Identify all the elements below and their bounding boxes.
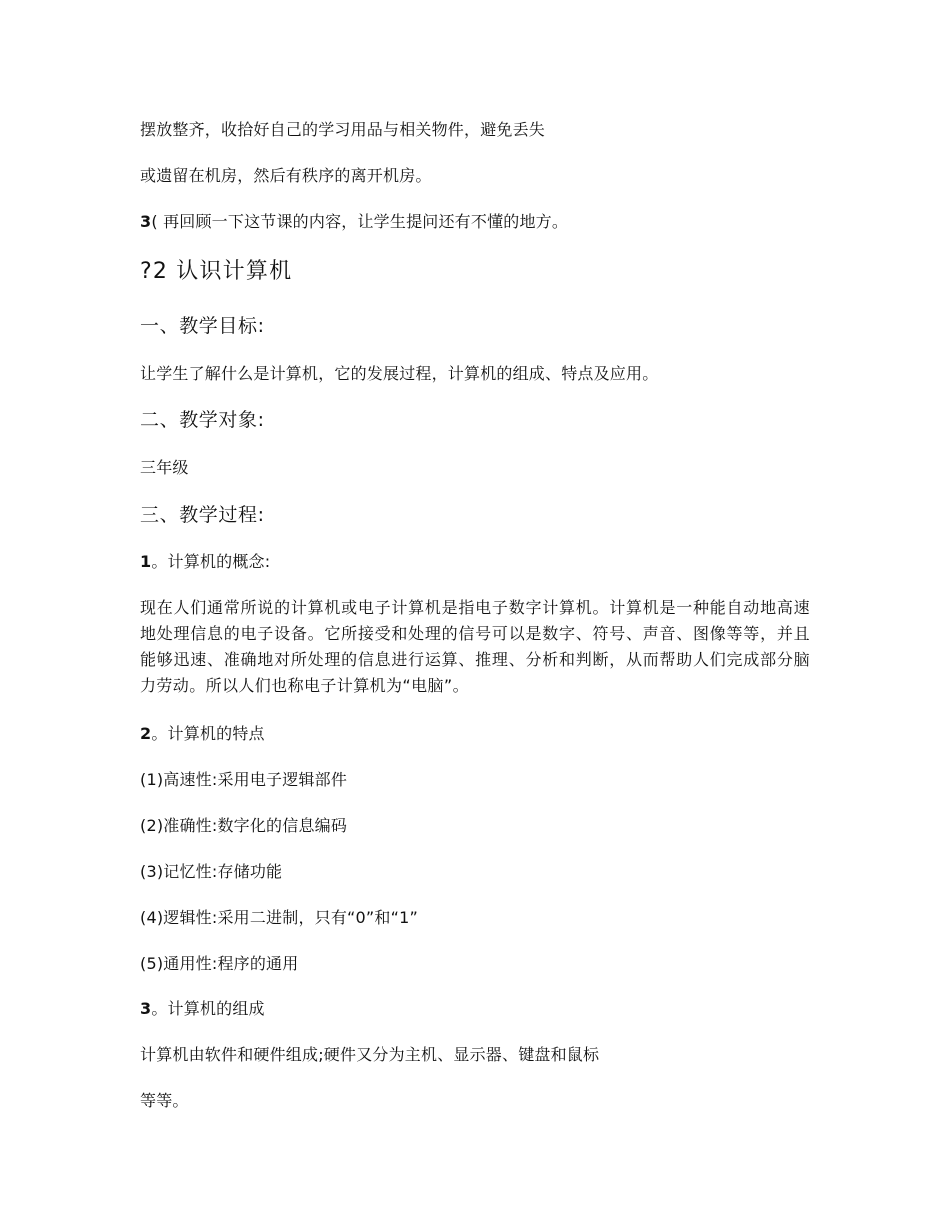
feature-item: (1)高速性:采用电子逻辑部件 (140, 770, 348, 789)
composition-text: 等等。 (140, 1091, 189, 1110)
heading-teaching-target: 二、教学对象: (140, 409, 265, 431)
item-number: 2 (140, 724, 152, 743)
item-text: ( 再回顾一下这节课的内容，让学生提问还有不懂的地方。 (151, 212, 569, 231)
subsection-features (140, 724, 265, 744)
item-number: 3 (140, 999, 152, 1018)
feature-item: (5)通用性:程序的通用 (140, 954, 299, 973)
item-number: 1 (140, 552, 152, 571)
target-text: 三年级 (140, 458, 189, 477)
feature-item: (4)逻辑性:采用二进制，只有“0”和“1” (140, 908, 418, 927)
subsection-concept (140, 552, 270, 572)
subsection-composition (140, 999, 265, 1019)
item-number: 3 (140, 212, 152, 231)
goal-text: 让学生了解什么是计算机，它的发展过程，计算机的组成、特点及应用。 (140, 364, 659, 383)
item-text: 。计算机的组成 (151, 999, 265, 1018)
item-text: 。计算机的概念: (151, 552, 271, 571)
item-text: 。计算机的特点 (151, 724, 265, 743)
heading-teaching-goals: 一、教学目标: (140, 315, 265, 337)
section-title: ?2 认识计算机 (140, 259, 293, 284)
feature-item: (2)准确性:数字化的信息编码 (140, 816, 348, 835)
text-line: 摆放整齐，收拾好自己的学习用品与相关物件，避免丢失 (140, 120, 546, 139)
heading-teaching-process: 三、教学过程: (140, 504, 265, 526)
concept-paragraph: 现在人们通常所说的计算机或电子计算机是指电子数字计算机。计算机是一种能自动地高速地处理信息的电子设备。它所接受和处理的信号可以是数字、符号、声音、图像等等，并且能够迅速、准确地对所处理的信息进行运算、推理、分析和判断，从而帮助人们完成部分脑力劳动。所以人们也称电子计算机为“电脑”。 (140, 598, 810, 695)
composition-text: 计算机由软件和硬件组成;硬件又分为主机、显示器、键盘和鼠标 (140, 1045, 600, 1064)
text-line (140, 212, 568, 232)
feature-item: (3)记忆性:存储功能 (140, 862, 283, 881)
text-line: 或遗留在机房，然后有秩序的离开机房。 (140, 166, 432, 185)
